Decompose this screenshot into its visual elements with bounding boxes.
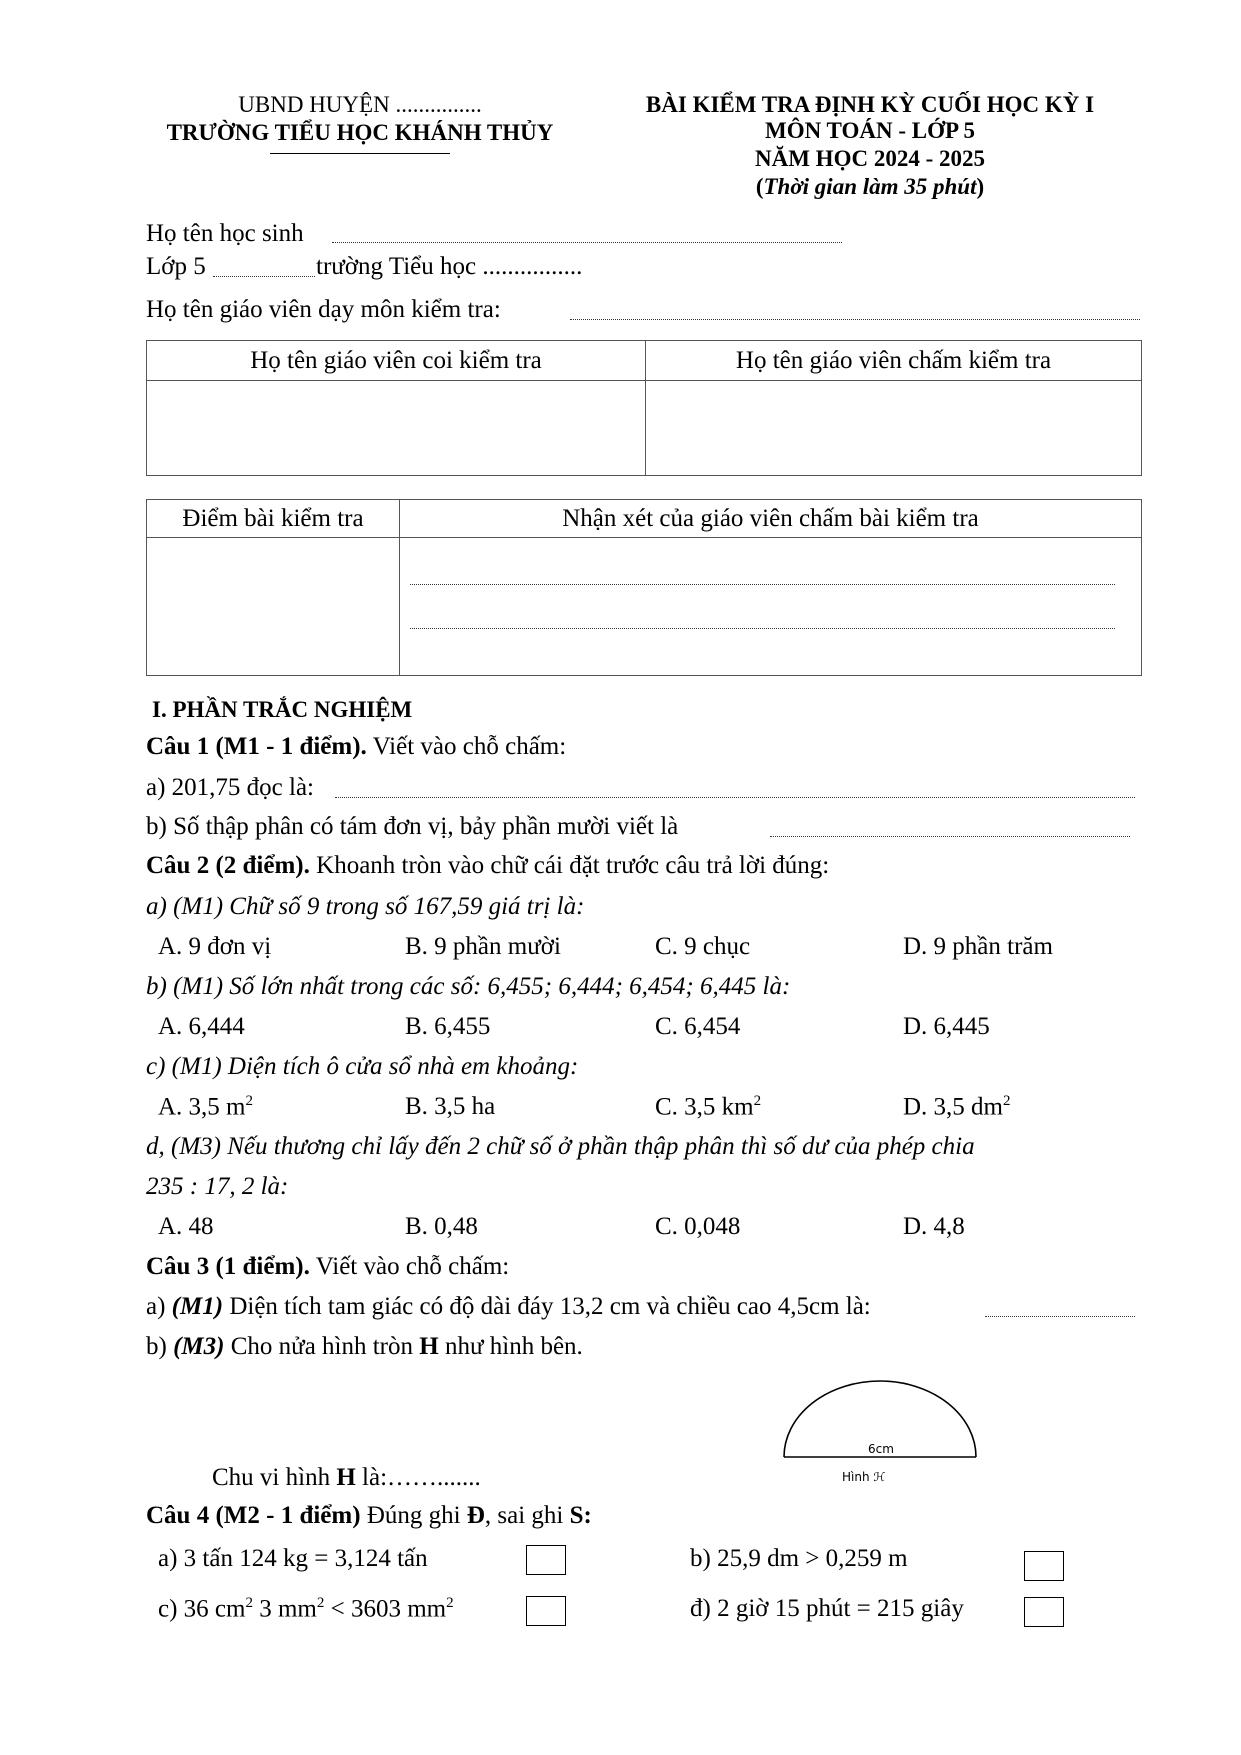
superscript: 2 <box>1003 1093 1011 1109</box>
section-title: I. PHẦN TRẮC NGHIỆM <box>152 697 413 722</box>
header-underline <box>270 153 450 154</box>
q3-b <box>146 1333 583 1361</box>
q1-a: a) 201,75 đọc là: <box>146 774 315 801</box>
q3-b-prefix: b) <box>146 1333 174 1360</box>
paren-close: ) <box>976 174 985 199</box>
comment-header: Nhận xét của giáo viên chấm bài kiểm tra <box>400 500 1142 538</box>
q2-a-option-d[interactable]: D. 9 phần trăm <box>903 933 1053 960</box>
student-name-label: Họ tên học sinh <box>146 220 304 247</box>
school-year: NĂM HỌC 2024 - 2025 <box>755 146 985 171</box>
q1-title: Câu 1 (M1 - 1 điểm). <box>146 733 367 760</box>
student-name-line[interactable] <box>332 242 842 243</box>
time-limit-text: Thời gian làm 35 phút <box>763 174 977 199</box>
q3-heading <box>146 1253 509 1281</box>
comment-cell[interactable] <box>400 538 1142 676</box>
q2-text: Khoanh tròn vào chữ cái đặt trước câu trả lời đúng: <box>309 852 830 879</box>
q2-a-option-a[interactable]: A. 9 đơn vị <box>158 933 272 960</box>
q4-d-answer-box[interactable] <box>1024 1597 1064 1627</box>
q2-d-option-c[interactable]: C. 0,048 <box>655 1213 741 1240</box>
q2-c-option-d[interactable] <box>903 1093 1011 1121</box>
superscript: 2 <box>245 1595 253 1611</box>
paren-open: ( <box>755 174 764 199</box>
q2-b-option-c[interactable]: C. 6,454 <box>655 1013 741 1040</box>
q2-c-option-d-text: D. 3,5 dm <box>903 1093 1003 1121</box>
superscript: 2 <box>446 1595 454 1611</box>
q2-title: Câu 2 (2 điểm). <box>146 852 310 879</box>
q2-d-question-line2: 235 : 17, 2 là: <box>146 1173 289 1200</box>
q4-text1: Đúng ghi <box>360 1502 467 1529</box>
q4-a: a) 3 tấn 124 kg = 3,124 tấn <box>158 1545 428 1572</box>
perimeter-shape-name: H <box>336 1464 356 1491</box>
q3-a-level: (M1) <box>171 1293 224 1320</box>
class-label: Lớp 5 <box>146 253 206 280</box>
q3-b-level: (M3) <box>173 1333 225 1360</box>
q2-heading <box>146 852 829 880</box>
superscript: 2 <box>316 1595 325 1611</box>
semicircle-figure <box>780 1375 980 1490</box>
superscript: 2 <box>753 1093 762 1109</box>
score-cell[interactable] <box>147 538 400 676</box>
grader-header: Họ tên giáo viên chấm kiểm tra <box>646 341 1142 381</box>
subject-label: MÔN TOÁN - LỚP 5 <box>765 118 975 143</box>
q2-b-option-d[interactable]: D. 6,445 <box>903 1013 990 1040</box>
time-limit <box>620 174 1120 200</box>
teachers-table <box>146 340 1142 476</box>
q4-c-part2: 3 mm <box>252 1595 317 1623</box>
q3-text: Viết vào chỗ chấm: <box>309 1253 510 1280</box>
q4-heading <box>146 1502 592 1530</box>
q4-b-answer-box[interactable] <box>1024 1551 1064 1581</box>
exam-title: BÀI KIỂM TRA ĐỊNH KỲ CUỐI HỌC KỲ I <box>645 92 1095 117</box>
q3-title: Câu 3 (1 điểm). <box>146 1253 310 1280</box>
q4-d: đ) 2 giờ 15 phút = 215 giây <box>690 1595 964 1622</box>
q2-a-option-c[interactable]: C. 9 chục <box>655 933 751 960</box>
q2-c-option-c-text: C. 3,5 km <box>655 1093 754 1121</box>
q2-d-question-line1: d, (M3) Nếu thương chỉ lấy đến 2 chữ số ở phần thập phân thì số dư của phép chia <box>146 1133 975 1160</box>
q2-b-question: b) (M1) Số lớn nhất trong các số: 6,455; 6,444; 6,454; 6,445 là: <box>146 973 791 1000</box>
teacher-line[interactable] <box>570 319 1140 320</box>
q4-c <box>158 1595 454 1623</box>
q4-true-mark: Đ <box>466 1502 485 1529</box>
q2-c-question: c) (M1) Diện tích ô cửa sổ nhà em khoảng: <box>146 1053 579 1080</box>
perimeter-answer[interactable]: là:……....... <box>355 1464 481 1491</box>
proctor-cell[interactable] <box>147 381 646 476</box>
q2-b-option-b[interactable]: B. 6,455 <box>405 1013 491 1040</box>
school-field: trường Tiểu học ................ <box>316 253 583 280</box>
q2-d-option-a[interactable]: A. 48 <box>158 1213 214 1240</box>
q4-false-mark: S: <box>569 1502 592 1529</box>
q4-title: Câu 4 (M2 - 1 điểm) <box>146 1502 361 1529</box>
q1-b-answer-line[interactable] <box>770 836 1130 837</box>
diameter-label: 6cm <box>868 1442 894 1456</box>
comment-line-2 <box>410 628 1115 629</box>
q4-c-part1: c) 36 cm <box>158 1595 246 1623</box>
q4-b: b) 25,9 dm > 0,259 m <box>690 1545 908 1572</box>
q2-c-option-b[interactable]: B. 3,5 ha <box>405 1093 496 1120</box>
q2-a-option-b[interactable]: B. 9 phần mười <box>405 933 561 960</box>
q1-heading <box>146 733 566 761</box>
q3-perimeter <box>212 1464 481 1492</box>
q2-d-option-b[interactable]: B. 0,48 <box>405 1213 478 1240</box>
perimeter-prefix: Chu vi hình <box>212 1464 337 1491</box>
q1-text: Viết vào chỗ chấm: <box>366 733 567 760</box>
q3-b-shape-name: H <box>419 1333 439 1360</box>
q3-a-prefix: a) <box>146 1293 172 1320</box>
school-name: TRƯỜNG TIỂU HỌC KHÁNH THỦY <box>166 120 554 145</box>
q1-a-answer-line[interactable] <box>335 797 1135 798</box>
q4-c-answer-box[interactable] <box>526 1596 566 1626</box>
q4-c-part3: < 3603 mm <box>324 1595 447 1623</box>
comment-line-1 <box>410 584 1115 585</box>
q3-b-end: như hình bên. <box>438 1333 583 1360</box>
q2-c-option-c[interactable] <box>655 1093 761 1121</box>
superscript: 2 <box>245 1093 253 1109</box>
district-label: UBND HUYỆN ............... <box>238 92 482 117</box>
q2-b-option-a[interactable]: A. 6,444 <box>158 1013 245 1040</box>
q2-c-option-a[interactable] <box>158 1093 253 1121</box>
grader-cell[interactable] <box>646 381 1142 476</box>
q2-c-option-a-text: A. 3,5 m <box>158 1093 246 1121</box>
figure-caption: Hình ℋ <box>842 1470 886 1484</box>
q1-b: b) Số thập phân có tám đơn vị, bảy phần mười viết là <box>146 813 679 840</box>
q3-a-answer-line[interactable] <box>985 1316 1135 1317</box>
q4-text2: , sai ghi <box>484 1502 570 1529</box>
q4-a-answer-box[interactable] <box>526 1545 566 1575</box>
q2-d-option-d[interactable]: D. 4,8 <box>903 1213 965 1240</box>
score-header: Điểm bài kiểm tra <box>147 500 400 538</box>
q2-a-question: a) (M1) Chữ số 9 trong số 167,59 giá trị là: <box>146 893 585 920</box>
q3-b-text: Cho nửa hình tròn <box>224 1333 420 1360</box>
teacher-label: Họ tên giáo viên dạy môn kiểm tra: <box>146 296 501 323</box>
class-line[interactable] <box>213 276 315 277</box>
score-table <box>146 499 1142 676</box>
q3-a <box>146 1293 871 1321</box>
proctor-header: Họ tên giáo viên coi kiểm tra <box>147 341 646 381</box>
q3-a-text: Diện tích tam giác có độ dài đáy 13,2 cm và chiều cao 4,5cm là: <box>223 1293 871 1320</box>
